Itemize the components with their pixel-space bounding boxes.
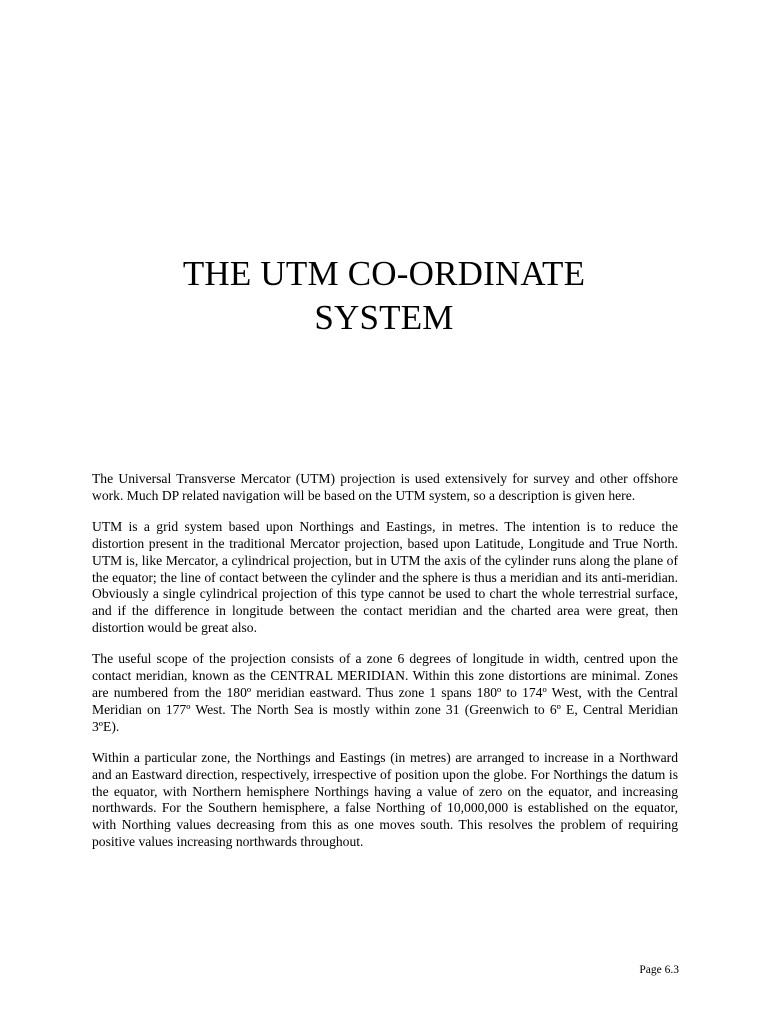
paragraph-northings-eastings: Within a particular zone, the Northings and Eastings (in metres) are arranged to increase in a Northward and an Eastward direction, respectively, irrespective of position upon the globe. For Northings the datum is the equator, with Northern hemisphere Northings having a value of zero on the equator, and increasing northwards. For the Southern hemisphere, a false Northing of 10,000,000 is established on the equator, with Northing values decreasing from this as one moves south. This resolves the problem of requiring positive values increasing northwards throughout. [92,749,678,850]
title-line-2: SYSTEM [314,298,454,337]
page-title [0,252,768,340]
paragraph-intro: The Universal Transverse Mercator (UTM) projection is used extensively for survey and other offshore work. Much DP related navigation will be based on the UTM system, so a description is given here. [92,471,678,503]
paragraph-grid-system: UTM is a grid system based upon Northings and Eastings, in metres. The intention is to reduce the distortion present in the traditional Mercator projection, based upon Latitude, Longitude and True North. UTM is, like Mercator, a cylindrical projection, but in UTM the axis of the cylinder runs along the plane of the equator; the line of contact between the cylinder and the sphere is thus a meridian and its anti-meridian. Obviously a single cylindrical projection of this type cannot be used to chart the whole terrestrial surface, and if the difference in longitude between the contact meridian and the charted area were great, then distortion would be great also. [92,518,678,636]
title-line-1: THE UTM CO-ORDINATE [182,254,586,293]
paragraph-zones: The useful scope of the projection consists of a zone 6 degrees of longitude in width, centred upon the contact meridian, known as the CENTRAL MERIDIAN. Within this zone distortions are minimal. Zones are numbered from the 180º meridian eastward. Thus zone 1 spans 180º to 174º West, with the Central Meridian on 177º West. The North Sea is mostly within zone 31 (Greenwich to 6º E, Central Meridian 3ºE). [92,651,678,734]
page-number: Page 6.3 [639,964,679,976]
body-text [92,471,678,865]
